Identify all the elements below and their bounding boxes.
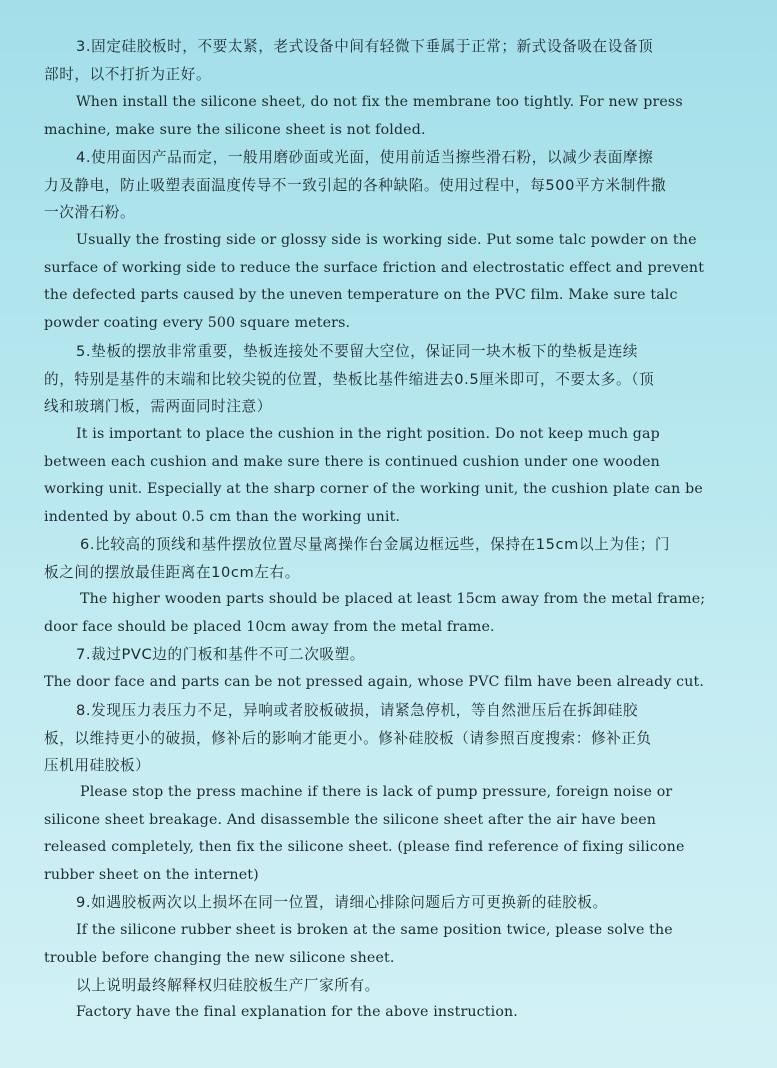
section-5-zh [44, 338, 654, 421]
section-9-zh [44, 889, 608, 917]
en-line: surface of working side to reduce the surface friction and electrostatic effect and prevent [44, 259, 705, 276]
section-6-en [44, 586, 705, 641]
en-line: between each cushion and make sure there is continued cushion under one wooden [44, 453, 660, 470]
section-9-en [44, 917, 673, 972]
zh-line: 以上说明最终解释权归硅胶板生产厂家所有。 [76, 977, 380, 994]
en-line: It is important to place the cushion in the right position. Do not keep much gap [76, 426, 660, 442]
closing-note-zh [44, 972, 380, 1000]
zh-line: 部时，以不打折为正好。 [44, 65, 212, 83]
zh-line: 线和玻璃门板，需两面同时注意） [44, 398, 272, 416]
zh-line: 压机用硅胶板） [44, 757, 151, 775]
section-3-zh [44, 33, 653, 88]
zh-line: 力及静电，防止吸塑表面温度传导不一致引起的各种缺陷。使用过程中，每500平方米制件撒 [44, 176, 667, 194]
zh-line: 6.比较高的顶线和基件摆放位置尽量离操作台金属边框远些，保持在15cm以上为佳；门 [80, 536, 671, 553]
zh-line: 一次滑石粉。 [44, 204, 136, 222]
section-7-en [44, 669, 704, 697]
en-line: The door face and parts can be not pressed again, whose PVC film have been already cut. [44, 674, 705, 690]
section-4-zh [44, 144, 666, 227]
zh-line: 3.固定硅胶板时，不要太紧，老式设备中间有轻微下垂属于正常；新式设备吸在设备顶 [76, 38, 654, 55]
en-line: powder coating every 500 square meters. [44, 314, 351, 331]
zh-line: 4.使用面因产品而定，一般用磨砂面或光面，使用前适当擦些滑石粉，以减少表面摩擦 [76, 149, 654, 166]
en-line: When install the silicone sheet, do not fix the membrane too tightly. For new press [76, 94, 683, 110]
zh-line: 7.裁过PVC边的门板和基件不可二次吸塑。 [76, 646, 365, 663]
zh-line: 9.如遇胶板两次以上损坏在同一位置，请细心排除问题后方可更换新的硅胶板。 [76, 894, 608, 911]
en-line: Usually the frosting side or glossy side is working side. Put some talc powder on the [76, 232, 697, 248]
en-line: trouble before changing the new silicone sheet. [44, 949, 395, 966]
en-line: indented by about 0.5 cm than the working unit. [44, 508, 401, 525]
en-line: Factory have the final explanation for the above instruction. [76, 1004, 518, 1020]
section-6-zh [44, 531, 670, 586]
en-line: the defected parts caused by the uneven temperature on the PVC film. Make sure talc [44, 287, 678, 304]
en-line: working unit. Especially at the sharp corner of the working unit, the cushion plate can be [44, 481, 703, 498]
en-line: machine, make sure the silicone sheet is not folded. [44, 121, 426, 138]
en-line: Please stop the press machine if there is lack of pump pressure, foreign noise or [80, 784, 673, 800]
zh-line: 8.发现压力表压力不足，异响或者胶板破损，请紧急停机，等自然泄压后在拆卸硅胶 [76, 702, 639, 719]
zh-line: 板，以维持更小的破损，修补后的影响才能更小。修补硅胶板（请参照百度搜索：修补正负 [44, 729, 652, 747]
section-8-en [44, 779, 685, 889]
section-7-zh [44, 641, 365, 669]
zh-line: 的，特别是基件的末端和比较尖锐的位置，垫板比基件缩进去0.5厘米即可，不要太多。（顶 [44, 370, 655, 388]
section-8-zh [44, 697, 652, 780]
en-line: rubber sheet on the internet) [44, 866, 259, 883]
en-line: door face should be placed 10cm away from the metal frame. [44, 618, 495, 635]
section-3-en [44, 89, 683, 144]
zh-line: 板之间的摆放最佳距离在10cm左右。 [44, 563, 300, 581]
zh-line: 5.垫板的摆放非常重要，垫板连接处不要留大空位，保证同一块木板下的垫板是连续 [76, 343, 639, 360]
en-line: released completely, then fix the silicone sheet. (please find reference of fixing silicone [44, 839, 685, 856]
closing-note-en [44, 999, 518, 1027]
en-line: silicone sheet breakage. And disassemble the silicone sheet after the air have been [44, 811, 657, 828]
en-line: The higher wooden parts should be placed at least 15cm away from the metal frame; [80, 591, 706, 607]
section-4-en [44, 227, 704, 337]
en-line: If the silicone rubber sheet is broken at the same position twice, please solve the [76, 922, 673, 938]
section-5-en [44, 421, 703, 531]
